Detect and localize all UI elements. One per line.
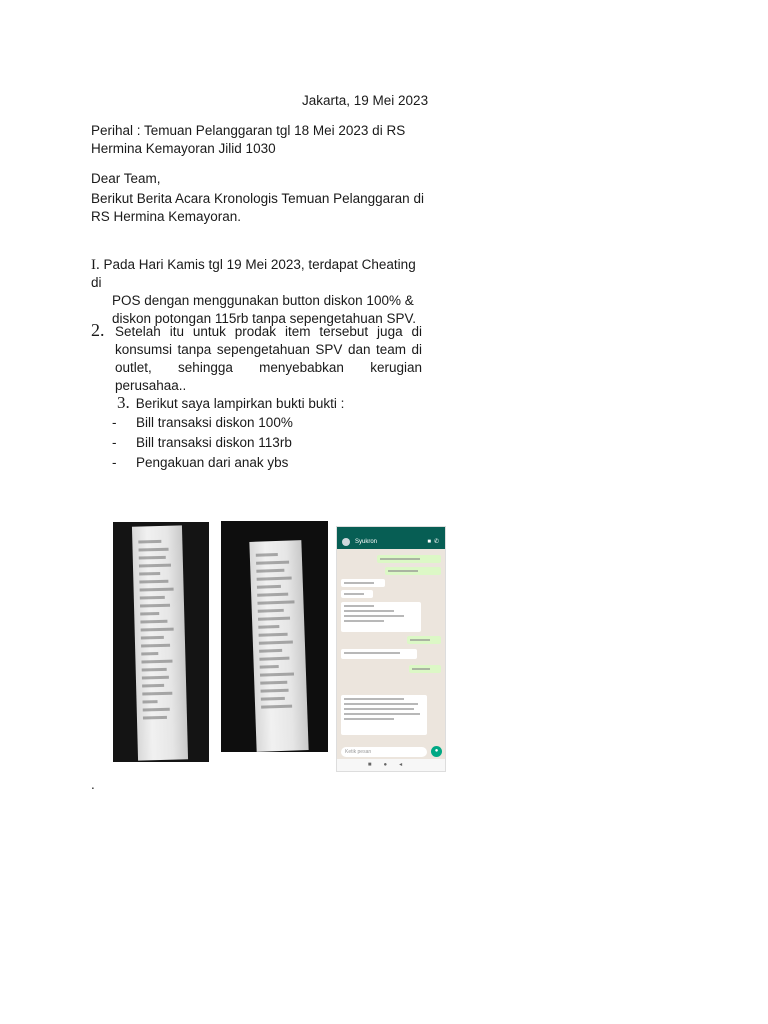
trailing-period: . (91, 777, 95, 792)
chat-bubble (341, 602, 421, 632)
evidence-item-text: Bill transaksi diskon 113rb (136, 435, 292, 450)
intro-paragraph: Berikut Berita Acara Kronologis Temuan Pelanggaran di RS Hermina Kemayoran. (91, 191, 424, 224)
receipt-photo-1 (113, 522, 209, 762)
list-item-1 (91, 256, 421, 328)
phone-call-icon: ✆ (433, 539, 439, 545)
greeting: Dear Team, (91, 171, 161, 186)
status-bar (337, 527, 445, 535)
chat-contact-name: Syukron (355, 539, 378, 545)
subject-line: Perihal : Temuan Pelanggaran tgl 18 Mei 2023 di RS Hermina Kemayoran Jilid 1030 (91, 123, 406, 156)
bullet-dash: - (112, 455, 117, 470)
bullet-dash: - (112, 415, 117, 430)
chat-bubble (341, 695, 427, 735)
chat-input: Ketik pesan (341, 747, 427, 757)
list-number: 3. (117, 393, 130, 412)
list-number: 2. (91, 320, 105, 340)
avatar (342, 538, 350, 546)
evidence-item-text: Pengakuan dari anak ybs (136, 455, 289, 470)
list-item-text: Setelah itu untuk prodak item tersebut juga di konsumsi tanpa sepengetahuan SPV dan team di outlet, sehingga menyebabkan kerugian perusahaa.. (115, 324, 422, 393)
android-nav-bar: ■●◂ (337, 759, 445, 771)
list-item-2 (91, 320, 422, 395)
list-number: I. (91, 257, 100, 273)
list-item-continuation: POS dengan menggunakan button diskon 100% & diskon potongan 115rb tanpa sepengetahuan SPV. (112, 293, 417, 326)
evidence-item-text: Bill transaksi diskon 100% (136, 415, 293, 430)
chat-bubble (341, 590, 373, 598)
letter-date: Jakarta, 19 Mei 2023 (302, 93, 429, 108)
chat-bubble (341, 579, 385, 587)
chat-bubble (377, 555, 441, 563)
list-item-text: Berikut saya lampirkan bukti bukti : (135, 396, 345, 411)
video-call-icon: ■ (427, 539, 431, 545)
list-item-3 (117, 394, 344, 413)
chat-bubble (407, 636, 441, 644)
chat-header (337, 535, 445, 549)
mic-icon: ● (431, 746, 442, 757)
receipt-photo-2 (221, 521, 328, 752)
chat-bubble (341, 649, 417, 659)
chat-screenshot (336, 526, 446, 772)
chat-bubble (409, 665, 441, 673)
list-item-text: Pada Hari Kamis tgl 19 Mei 2023, terdapat Cheating di (91, 257, 416, 290)
bullet-dash: - (112, 435, 117, 450)
chat-bubble (385, 567, 441, 575)
